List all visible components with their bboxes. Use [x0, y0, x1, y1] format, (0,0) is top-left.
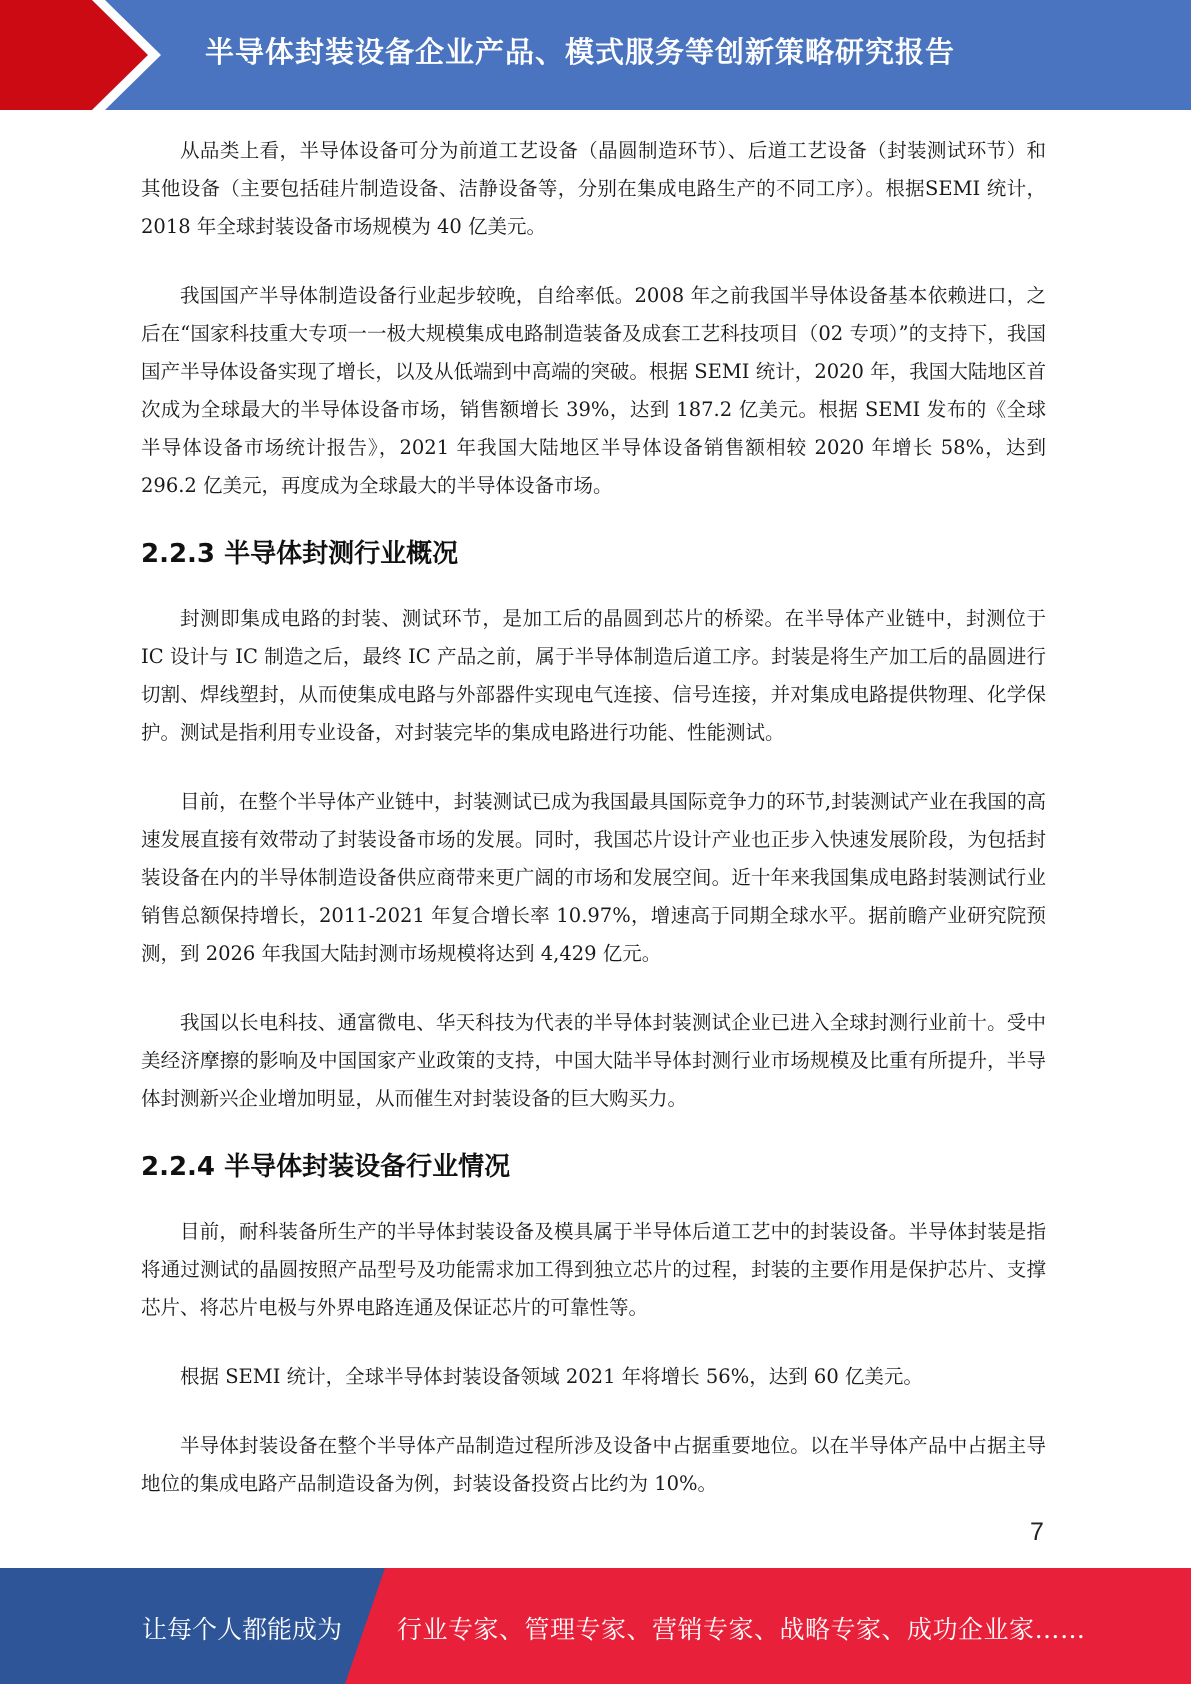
- page-header: [0, 0, 1191, 110]
- paragraph: 我国以长电科技、通富微电、华天科技为代表的半导体封装测试企业已进入全球封测行业前十。受中美经济摩擦的影响及中国国家产业政策的支持，中国大陆半导体封测行业市场规模及比重有所提升，半导体封测新兴企业增加明显，从而催生对封装设备的巨大购买力。: [141, 1011, 1046, 1110]
- paragraph: 根据 SEMI 统计，全球半导体封装设备领域 2021 年将增长 56%，达到 60 亿美元。: [180, 1365, 923, 1388]
- footer-slogan-right: 行业专家、管理专家、营销专家、战略专家、成功企业家……: [397, 1615, 1086, 1644]
- section-heading-2-2-3: 2.2.3 半导体封测行业概况: [141, 539, 459, 569]
- paragraph: 封测即集成电路的封装、测试环节，是加工后的晶圆到芯片的桥梁。在半导体产业链中，封测位于 IC 设计与 IC 制造之后，最终 IC 产品之前，属于半导体制造后道工序。封装是将生产加工后的晶圆进行切割、焊线塑封，从而使集成电路与外部器件实现电气连接、信号连接，并对集成电路提供物理、化学保护。测试是指利用专业设备，对封装完毕的集成电路进行功能、性能测试。: [141, 607, 1046, 744]
- page-number: 7: [1030, 1518, 1044, 1546]
- report-title: 半导体封装设备企业产品、模式服务等创新策略研究报告: [205, 35, 956, 69]
- paragraph: 我国国产半导体制造设备行业起步较晚，自给率低。2008 年之前我国半导体设备基本依赖进口，之后在“国家科技重大专项一一极大规模集成电路制造装备及成套工艺科技项目（02 专项）”的支持下，我国国产半导体设备实现了增长，以及从低端到中高端的突破。根据 SEMI 统计，2020 年，我国大陆地区首次成为全球最大的半导体设备市场，销售额增长 39%，达到 187.2 亿美元。根据 SEMI 发布的《全球半导体设备市场统计报告》，2021 年我国大陆地区半导体设备销售额相较 2020 年增长 58%，达到 296.2 亿美元，再度成为全球最大的半导体设备市场。: [141, 284, 1046, 497]
- page-footer: [0, 1568, 1191, 1684]
- section-heading-2-2-4: 2.2.4 半导体封装设备行业情况: [141, 1152, 511, 1182]
- paragraph: 半导体封装设备在整个半导体产品制造过程所涉及设备中占据重要地位。以在半导体产品中占据主导地位的集成电路产品制造设备为例，封装设备投资占比约为 10%。: [141, 1434, 1046, 1495]
- paragraph: 从品类上看，半导体设备可分为前道工艺设备（晶圆制造环节）、后道工艺设备（封装测试环节）和其他设备（主要包括硅片制造设备、洁静设备等，分别在集成电路生产的不同工序）。根据SEMI 统计，2018 年全球封装设备市场规模为 40 亿美元。: [141, 139, 1046, 238]
- page-content: [141, 132, 1046, 1534]
- footer-slogan-left: 让每个人都能成为: [142, 1615, 343, 1644]
- paragraph: 目前，耐科装备所生产的半导体封装设备及模具属于半导体后道工艺中的封装设备。半导体封装是指将通过测试的晶圆按照产品型号及功能需求加工得到独立芯片的过程，封装的主要作用是保护芯片、支撑芯片、将芯片电极与外界电路连通及保证芯片的可靠性等。: [141, 1220, 1046, 1319]
- paragraph: 目前，在整个半导体产业链中，封装测试已成为我国最具国际竞争力的环节,封装测试产业在我国的高速发展直接有效带动了封装设备市场的发展。同时，我国芯片设计产业也正步入快速发展阶段，为包括封装设备在内的半导体制造设备供应商带来更广阔的市场和发展空间。近十年来我国集成电路封装测试行业销售总额保持增长，2011-2021 年复合增长率 10.97%，增速高于同期全球水平。据前瞻产业研究院预测，到 2026 年我国大陆封测市场规模将达到 4,429 亿元。: [141, 790, 1046, 965]
